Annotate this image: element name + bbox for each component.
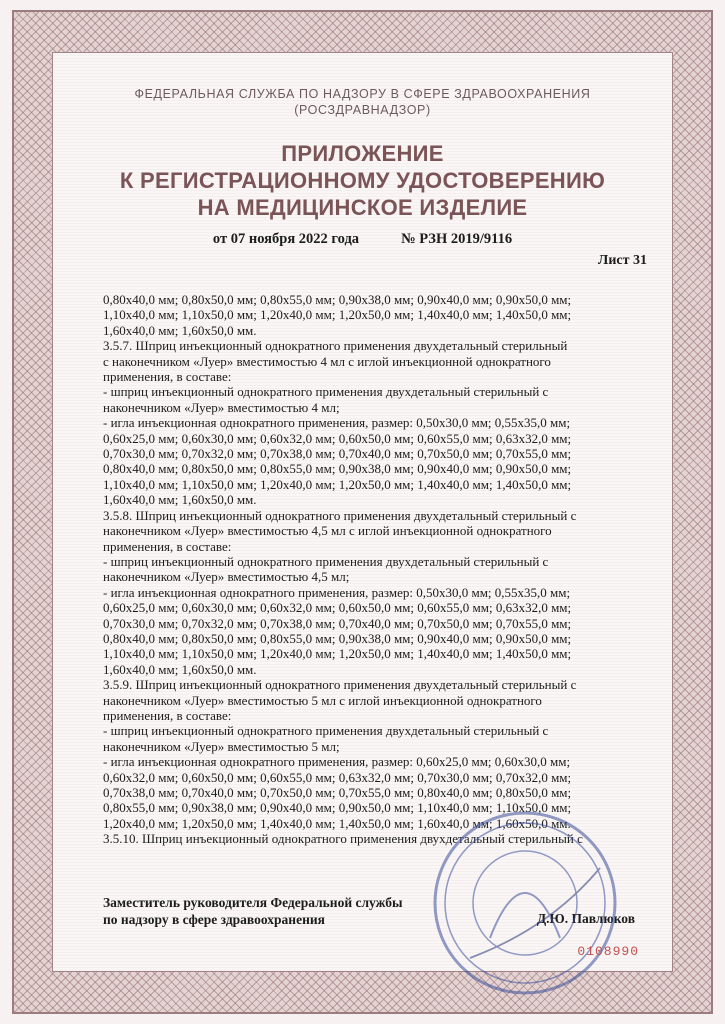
sheet-number: Лист 31 [597, 253, 647, 268]
body-line: - шприц инъекционный однократного применения двухдетальный стерильный с [103, 553, 549, 569]
body-line: наконечником «Луер» вместимостью 4 мл; [103, 399, 340, 415]
body-line: 1,60x40,0 мм; 1,60x50,0 мм. [103, 661, 257, 677]
body-line: 1,20x40,0 мм; 1,20x50,0 мм; 1,40x40,0 мм; 1,40x50,0 мм; 1,60x40,0 мм; 1,60x50,0 мм. [103, 815, 571, 831]
serial-number: 0108990 [577, 944, 639, 959]
document-body [103, 292, 643, 847]
body-line: - шприц инъекционный однократного применения двухдетальный стерильный с [103, 384, 549, 400]
body-line: 0,80x40,0 мм; 0,80x50,0 мм; 0,80x55,0 мм; 0,90x38,0 мм; 0,90x40,0 мм; 0,90x50,0 мм; [103, 461, 572, 477]
body-line: 1,60x40,0 мм; 1,60x50,0 мм. [103, 492, 257, 508]
body-line: 0,80x40,0 мм; 0,80x50,0 мм; 0,80x55,0 мм; 0,90x38,0 мм; 0,90x40,0 мм; 0,90x50,0 мм; [103, 630, 572, 646]
body-line: 0,60x32,0 мм; 0,60x50,0 мм; 0,60x55,0 мм; 0,63x32,0 мм; 0,70x30,0 мм; 0,70x32,0 мм; [103, 769, 572, 785]
body-line: с наконечником «Луер» вместимостью 4 мл с иглой инъекционной однократного [103, 353, 551, 369]
body-line: 3.5.9. Шприц инъекционный однократного применения двухдетальный стерильный с [103, 677, 577, 693]
body-line: 0,70x30,0 мм; 0,70x32,0 мм; 0,70x38,0 мм; 0,70x40,0 мм; 0,70x50,0 мм; 0,70x55,0 мм; [103, 446, 572, 462]
body-line: 1,10x40,0 мм; 1,10x50,0 мм; 1,20x40,0 мм; 1,20x50,0 мм; 1,40x40,0 мм; 1,40x50,0 мм; [103, 476, 572, 492]
body-line: 0,70x38,0 мм; 0,70x40,0 мм; 0,70x50,0 мм; 0,70x55,0 мм; 0,80x40,0 мм; 0,80x50,0 мм; [103, 785, 572, 800]
body-line: 0,80x55,0 мм; 0,90x38,0 мм; 0,90x40,0 мм; 0,90x50,0 мм; 1,10x40,0 мм; 1,10x50,0 мм; [103, 800, 572, 816]
body-line: 3.5.7. Шприц инъекционный однократного применения двухдетальный стерильный [103, 338, 568, 354]
title-line-1: ПРИЛОЖЕНИЕ [281, 141, 444, 166]
registration-number: № РЗН 2019/9116 [401, 231, 513, 247]
body-line: 1,60x40,0 мм; 1,60x50,0 мм. [103, 322, 257, 338]
body-line: наконечником «Луер» вместимостью 5 мл; [103, 738, 340, 754]
body-line: 3.5.10. Шприц инъекционный однократного применения двухдетальный стерильный с [103, 831, 583, 847]
title-line-2: К РЕГИСТРАЦИОННОМУ УДОСТОВЕРЕНИЮ [119, 168, 606, 193]
body-line: применения, в составе: [103, 538, 232, 554]
body-line: - игла инъекционная однократного применения, размер: 0,60x25,0 мм; 0,60x30,0 мм; [103, 754, 571, 770]
body-line: 3.5.8. Шприц инъекционный однократного применения двухдетальный стерильный с [103, 507, 577, 523]
signer-title [103, 894, 403, 928]
body-line: 0,60x25,0 мм; 0,60x30,0 мм; 0,60x32,0 мм; 0,60x50,0 мм; 0,60x55,0 мм; 0,63x32,0 мм; [103, 600, 572, 616]
body-line: - шприц инъекционный однократного применения двухдетальный стерильный с [103, 723, 549, 739]
body-line: наконечником «Луер» вместимостью 4,5 мл; [103, 569, 350, 585]
agency-header [60, 86, 665, 118]
date-number-line [0, 231, 725, 248]
body-line: 0,80x40,0 мм; 0,80x50,0 мм; 0,80x55,0 мм; 0,90x38,0 мм; 0,90x40,0 мм; 0,90x50,0 мм; [103, 292, 572, 307]
signer-title-line-1: Заместитель руководителя Федеральной службы [103, 895, 403, 910]
agency-abbreviation: (РОСЗДРАВНАДЗОР) [294, 103, 431, 117]
body-line: 0,70x30,0 мм; 0,70x32,0 мм; 0,70x38,0 мм; 0,70x40,0 мм; 0,70x50,0 мм; 0,70x55,0 мм; [103, 615, 572, 631]
body-line: применения, в составе: [103, 369, 232, 385]
body-line: наконечником «Луер» вместимостью 5 мл с иглой инъекционной однократного [103, 692, 542, 708]
body-line: 1,10x40,0 мм; 1,10x50,0 мм; 1,20x40,0 мм; 1,20x50,0 мм; 1,40x40,0 мм; 1,40x50,0 мм; [103, 646, 572, 662]
body-line: применения, в составе: [103, 707, 232, 723]
body-line: наконечником «Луер» вместимостью 4,5 мл с иглой инъекционной однократного [103, 523, 552, 539]
signer-name: Д.Ю. Павлюков [536, 911, 635, 926]
issue-date: от 07 ноября 2022 года [212, 231, 360, 247]
title-line-3: НА МЕДИЦИНСКОЕ ИЗДЕЛИЕ [197, 195, 528, 220]
signer-title-line-2: по надзору в сфере здравоохранения [103, 912, 325, 927]
agency-name: ФЕДЕРАЛЬНАЯ СЛУЖБА ПО НАДЗОРУ В СФЕРЕ ЗДРАВООХРАНЕНИЯ [134, 87, 591, 101]
body-line: - игла инъекционная однократного применения, размер: 0,50x30,0 мм; 0,55x35,0 мм; [103, 584, 571, 600]
body-line: 0,60x25,0 мм; 0,60x30,0 мм; 0,60x32,0 мм; 0,60x50,0 мм; 0,60x55,0 мм; 0,63x32,0 мм; [103, 430, 572, 446]
body-line: - игла инъекционная однократного применения, размер: 0,50x30,0 мм; 0,55x35,0 мм; [103, 415, 571, 431]
body-line: 1,10x40,0 мм; 1,10x50,0 мм; 1,20x40,0 мм; 1,20x50,0 мм; 1,40x40,0 мм; 1,40x50,0 мм; [103, 307, 572, 323]
document-title [60, 140, 665, 221]
